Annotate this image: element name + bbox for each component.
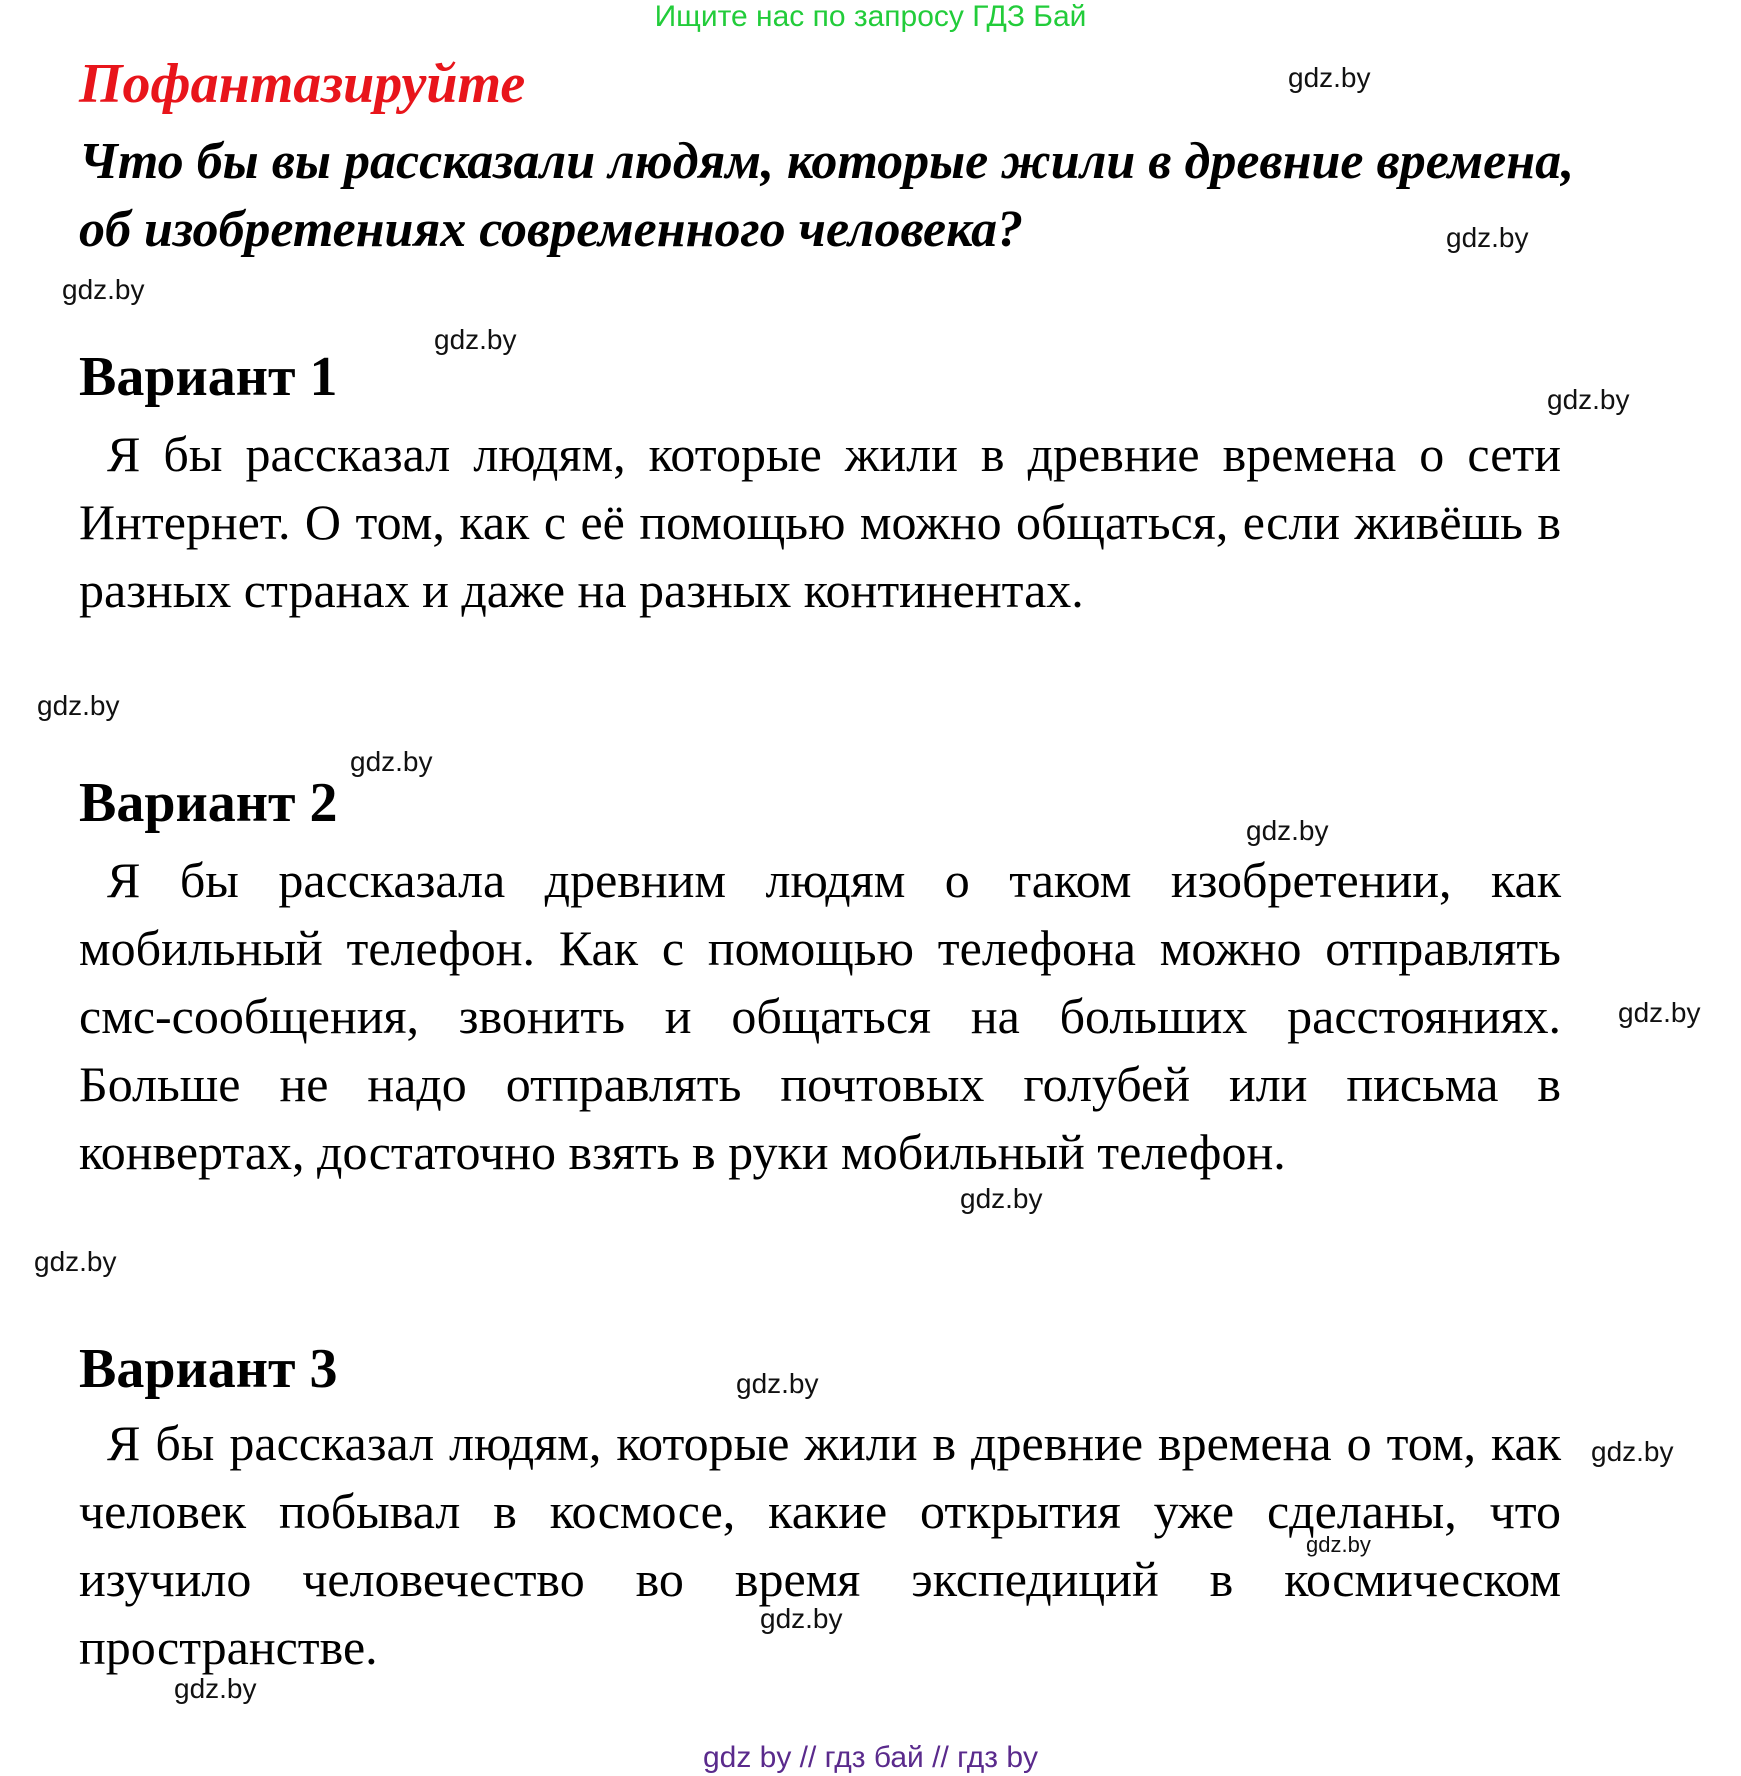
task-question: Что бы вы рассказали людям, которые жили в древние времена, об изобретениях современного человека?: [79, 133, 1575, 258]
variant-2-text: Я бы рассказала древним людям о таком изобретении, как мобильный телефон. Как с помощью телефона можно отправлять смс-сообщения, звонить и общаться на больших расстояниях. Больше не надо отправлять почтовых голубей или письма в конвертах, достаточно взять в руки мобильный телефон.: [79, 852, 1561, 1180]
footer-links: gdz by // гдз бай // гдз by: [702, 1741, 1039, 1774]
watermark: gdz.by: [174, 1673, 257, 1704]
watermark: gdz.by: [37, 690, 120, 721]
watermark: gdz.by: [736, 1368, 819, 1399]
watermark: gdz.by: [1446, 222, 1529, 253]
watermark: gdz.by: [1246, 815, 1329, 846]
watermark: gdz.by: [350, 746, 433, 777]
watermark: gdz.by: [34, 1246, 117, 1277]
task-title: Пофантазируйте: [79, 53, 526, 115]
watermark: gdz.by: [1618, 997, 1701, 1028]
variant-1-heading: Вариант 1: [79, 346, 338, 408]
watermark: gdz.by: [1591, 1436, 1674, 1467]
watermark: gdz.by: [1288, 62, 1371, 93]
variant-2-heading: Вариант 2: [79, 772, 338, 834]
search-banner: Ищите нас по запросу ГДЗ Бай: [654, 0, 1087, 33]
watermark: gdz.by: [1547, 384, 1630, 415]
watermark: gdz.by: [960, 1183, 1043, 1214]
watermark: gdz.by: [434, 324, 517, 355]
watermark: gdz.by: [1306, 1532, 1371, 1557]
watermark: gdz.by: [760, 1603, 843, 1634]
variant-1-text: Я бы рассказал людям, которые жили в древние времена о сети Интернет. О том, как с её помощью можно общаться, если живёшь в разных странах и даже на разных континентах.: [79, 426, 1561, 618]
variant-3-heading: Вариант 3: [79, 1338, 338, 1400]
watermark: gdz.by: [62, 274, 145, 305]
variant-3-text: Я бы рассказал людям, которые жили в древние времена о том, как человек побывал в космосе, какие открытия уже сделаны, что изучило человечество во время экспедиций в космическом пространстве.: [79, 1415, 1561, 1675]
